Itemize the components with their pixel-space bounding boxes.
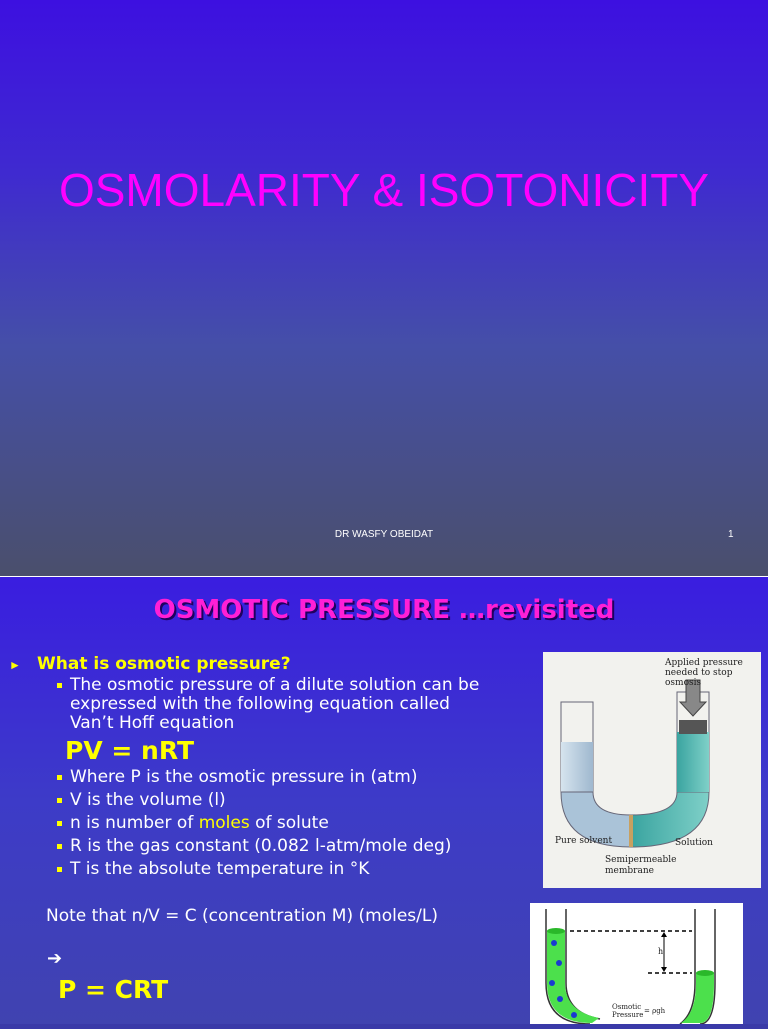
bullet-item: R is the gas constant (0.082 l-atm/mole deg) [70,836,452,856]
note-text: Note that n/V = C (concentration M) (moles/L) [46,906,438,926]
label-rho-g-h: = ρgh [644,1007,666,1015]
label-h: h [658,947,664,956]
slide-footer-author: DR WASFY OBEIDAT [334,529,434,540]
intro-line: Van’t Hoff equation [70,713,235,733]
bullet-item: T is the absolute temperature in °K [70,859,370,879]
bullet-text-suffix: of solute [249,813,329,833]
bullet-item [70,814,329,833]
label-needed: needed to stop [665,668,733,678]
label-osmosis: osmosis [665,678,702,688]
square-bullet-icon [57,775,62,780]
label-semipermeable: Semipermeable [605,855,677,865]
u-tube-figure [543,652,761,888]
moles-highlight: moles [198,813,250,833]
label-osmotic: Osmotic [612,1003,642,1011]
equation-p-crt: P = CRT [58,975,169,1004]
u-tube-diagram [543,652,761,888]
triangle-bullet-icon: ► [9,658,21,672]
question-heading: What is osmotic pressure? [37,654,291,674]
slide-title: OSMOLARITY & ISOTONICITY [58,164,710,216]
equation-pv-nrt: PV = nRT [65,736,195,765]
label-solution: Solution [675,838,713,848]
square-bullet-icon [57,867,62,872]
square-bullet-icon [57,683,62,688]
slide-page-number: 1 [728,529,734,540]
bullet-text: n is number of [70,813,199,833]
osmotic-height-figure [530,903,743,1024]
content-slide [0,577,768,1024]
bullet-item: V is the volume (l) [70,790,226,810]
intro-line: The osmotic pressure of a dilute solution can be [70,675,480,695]
intro-line: expressed with the following equation called [70,694,450,714]
arrow-icon: ➔ [47,948,63,969]
bullet-item: Where P is the osmotic pressure in (atm) [70,767,418,787]
square-bullet-icon [57,798,62,803]
label-pressure: Pressure [612,1011,644,1019]
slide-title: OSMOTIC PRESSURE …revisited [153,595,615,625]
label-membrane: membrane [605,866,654,876]
square-bullet-icon [57,844,62,849]
label-applied-pressure: Applied pressure [665,658,743,668]
label-pure-solvent: Pure solvent [555,836,613,846]
square-bullet-icon [57,821,62,826]
